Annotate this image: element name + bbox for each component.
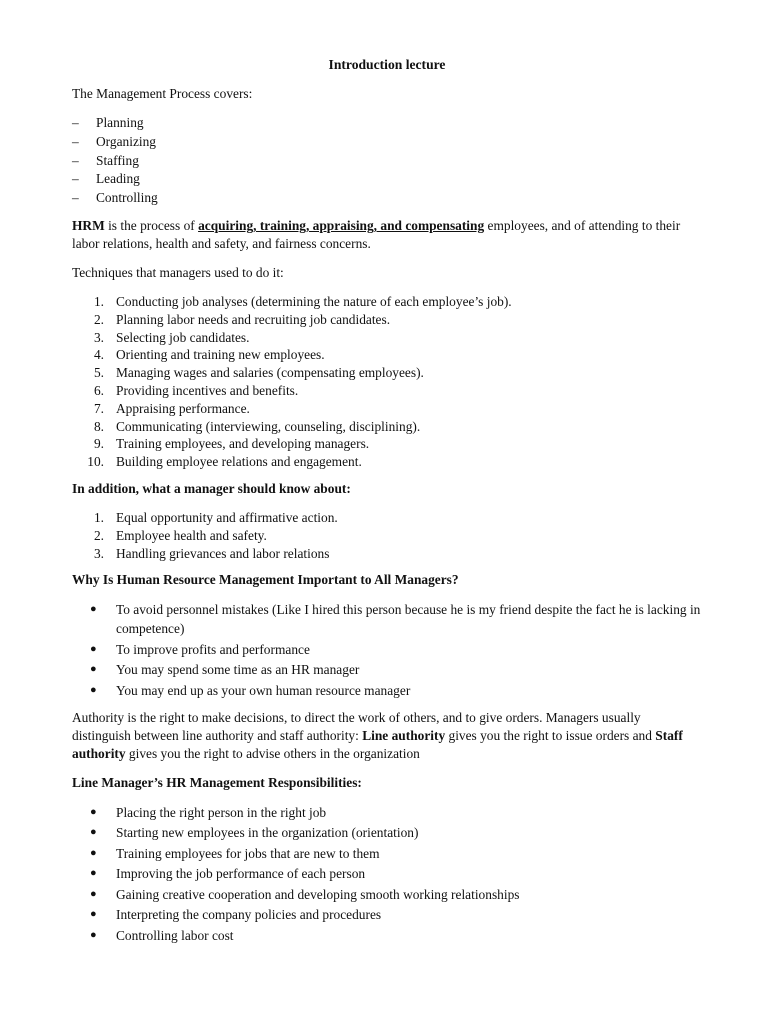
list-item: 9. Training employees, and developing managers. — [93, 436, 370, 452]
dash-marker: – — [72, 133, 79, 149]
list-item: ● Interpreting the company policies and procedures — [90, 907, 382, 923]
list-item: 4. Orienting and training new employees. — [93, 347, 325, 363]
authority-paragraph: Authority is the right to make decisions, to direct the work of others, and to give orders. Managers usually distinguish between line authority and staff authority: Line authority gives you the right to issue orders and Staff authority gives you the right to advise others in the organization — [72, 709, 683, 761]
techniques-list — [72, 293, 702, 471]
list-item: – Organizing — [72, 133, 702, 152]
line-authority-term: Line authority — [362, 727, 446, 743]
hrm-definition: HRM is the process of acquiring, training, appraising, and compensating employees, and of attending to their labor relations, health and safety, and fairness concerns. — [72, 217, 681, 251]
bullet-marker: ● — [90, 642, 97, 655]
dash-marker: – — [72, 115, 79, 130]
list-item: ● Starting new employees in the organization (orientation) — [90, 825, 419, 841]
staff-authority-term: Staff authority — [72, 727, 683, 761]
list-item: 3. Handling grievances and labor relations — [93, 545, 330, 561]
why-heading: Why Is Human Resource Management Important to All Managers? — [72, 572, 459, 588]
list-item: ● Training employees for jobs that are new to them — [90, 845, 380, 861]
techniques-intro: Techniques that managers used to do it: — [72, 264, 284, 280]
bullet-marker: ● — [90, 683, 97, 696]
line-manager-list — [72, 803, 702, 945]
bullet-marker: ● — [90, 663, 97, 676]
list-item: 7. Appraising performance. — [93, 400, 250, 416]
list-item: – Planning — [72, 114, 702, 133]
list-item: – Controlling — [72, 189, 702, 208]
list-item: ● To improve profits and performance — [90, 641, 310, 657]
document-page — [72, 55, 702, 954]
list-item: ● Controlling labor cost — [90, 927, 234, 943]
bullet-marker: ● — [90, 603, 97, 616]
page-title: Introduction lecture — [328, 57, 446, 72]
list-item: ● Improving the job performance of each person — [90, 866, 366, 882]
list-item: 2. Planning labor needs and recruiting job candidates. — [93, 311, 391, 327]
list-item: – Leading — [72, 170, 702, 189]
list-item: ● To avoid personnel mistakes (Like I hired this person because he is my friend despite the fact he is lacking in competence) — [90, 602, 701, 637]
list-item: 5. Managing wages and salaries (compensating employees). — [93, 365, 424, 381]
process-intro: The Management Process covers: — [72, 86, 253, 101]
dash-marker: – — [72, 171, 79, 187]
dash-marker: – — [72, 152, 79, 168]
why-list — [72, 600, 702, 700]
list-item: ● Placing the right person in the right job — [90, 804, 327, 820]
bullet-marker: ● — [90, 867, 97, 880]
hrm-underlined-phrase: acquiring, training, appraising, and compensating — [198, 217, 485, 233]
process-list — [72, 114, 702, 208]
list-item: – Staffing — [72, 152, 702, 171]
list-item: 2. Employee health and safety. — [93, 527, 267, 543]
list-item: ● You may spend some time as an HR manager — [90, 662, 360, 678]
list-item: 8. Communicating (interviewing, counseling, disciplining). — [93, 418, 421, 434]
list-item: ● You may end up as your own human resource manager — [90, 682, 411, 698]
hrm-term: HRM — [72, 217, 105, 233]
bullet-marker: ● — [90, 928, 97, 941]
bullet-marker: ● — [90, 908, 97, 921]
addition-heading: In addition, what a manager should know about: — [72, 480, 351, 496]
list-item: 1. Equal opportunity and affirmative action. — [93, 509, 338, 525]
bullet-marker: ● — [90, 805, 97, 818]
bullet-marker: ● — [90, 826, 97, 839]
list-item: 6. Providing incentives and benefits. — [93, 382, 299, 398]
list-item: 10. Building employee relations and engagement. — [87, 454, 362, 470]
list-item: 3. Selecting job candidates. — [93, 329, 250, 345]
list-item: 1. Conducting job analyses (determining the nature of each employee’s job). — [93, 293, 512, 309]
bullet-marker: ● — [90, 846, 97, 859]
list-item: ● Gaining creative cooperation and developing smooth working relationships — [90, 886, 520, 902]
line-manager-heading: Line Manager’s HR Management Responsibilities: — [72, 774, 362, 790]
dash-marker: – — [72, 190, 79, 206]
addition-list — [72, 509, 702, 562]
bullet-marker: ● — [90, 887, 97, 900]
